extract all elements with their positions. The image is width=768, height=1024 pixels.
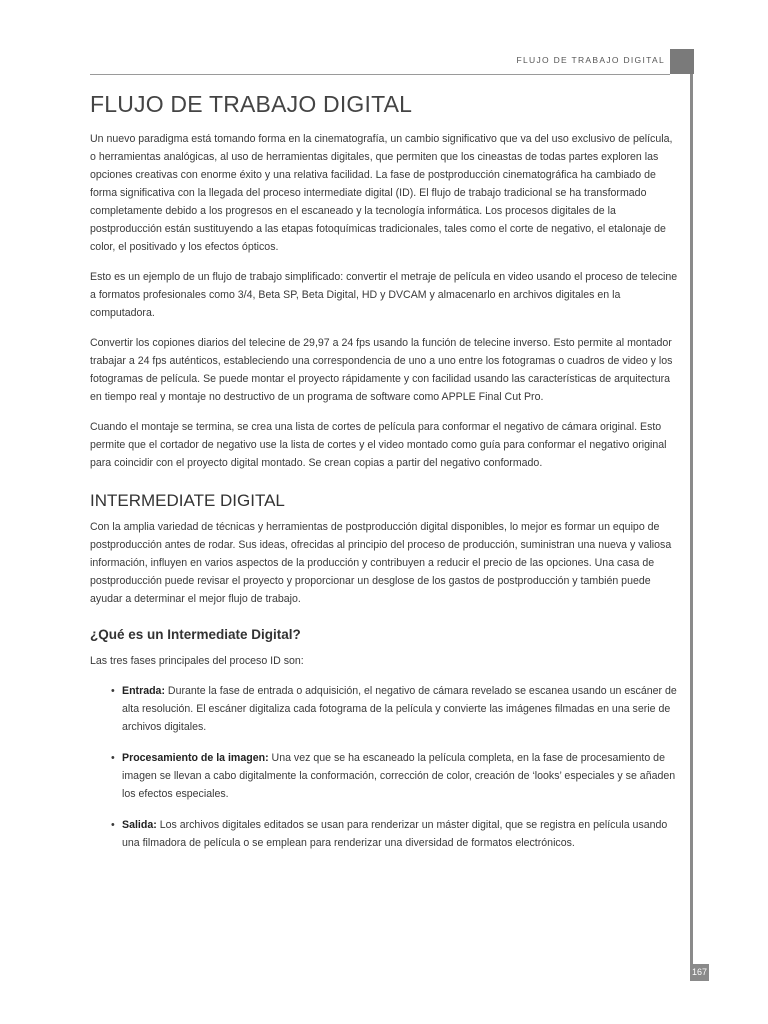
page-number: 167 [690, 964, 709, 981]
list-item [111, 682, 680, 736]
list-item-term: Entrada: [122, 685, 165, 697]
side-rule [690, 74, 693, 964]
bullet-icon: • [111, 752, 115, 764]
list-item [111, 749, 680, 803]
list-intro: Las tres fases principales del proceso ID son: [90, 655, 304, 667]
section-paragraph: Con la amplia variedad de técnicas y herramientas de postproducción digital disponibles, lo mejor es formar un equipo de postproducción antes de rodar. Sus ideas, ofrecidas al principio del proceso de producción, suministran una nueva y valiosa información, influyen en varios aspectos de la producción y contribuyen a reducir el precio de las opciones. Una casa de postproducción puede revisar el proyecto y proporcionar un desglose de los gastos de postproducción y también puede ayudar a determinar el mejor flujo de trabajo. [90, 521, 672, 605]
header-block [670, 49, 694, 74]
section-heading: INTERMEDIATE DIGITAL [90, 491, 285, 510]
subsection-heading: ¿Qué es un Intermediate Digital? [90, 627, 301, 642]
page-title: FLUJO DE TRABAJO DIGITAL [90, 91, 413, 117]
running-header: FLUJO DE TRABAJO DIGITAL [516, 55, 665, 65]
bullet-icon: • [111, 685, 115, 697]
list-item-text: Una vez que se ha escaneado la película completa, en la fase de procesamiento de imagen se llevan a cabo digitalmente la conformación, corrección de color, creación de ‘looks’ especiales y se añaden los efectos especiales. [122, 752, 676, 800]
body-paragraph-3: Convertir los copiones diarios del telecine de 29,97 a 24 fps usando la función de telecine inverso. Esto permite al montador trabajar a 24 fps auténticos, estableciendo una correspondencia de uno a uno entre los fotogramas o cuadros de video y los fotogramas de película. Se puede montar el proyecto rápidamente y con facilidad usando las características de arquitectura en tiempo real y montaje no destructivo de un programa de software como APPLE Final Cut Pro. [90, 337, 673, 403]
phase-list [90, 682, 680, 852]
body-paragraph-1: Un nuevo paradigma está tomando forma en la cinematografía, un cambio significativo que va del uso exclusivo de película, o herramientas analógicas, al uso de herramientas digitales, que permiten que los cineastas de todas partes exploren las opciones creativas con enorme éxito y una relativa facilidad. La fase de postproducción cinematográfica ha cambiado de forma significativa con la llegada del proceso intermediate digital (ID). El flujo de trabajo tradicional se ha transformado completamente debido a los progresos en el escaneado y la tecnología informática. Los procesos digitales de la postproducción están sustituyendo a las etapas fotoquímicas tradicionales, tales como el corte de negativo, el etalonaje de color, el positivado y los efectos ópticos. [90, 133, 673, 253]
body-paragraph-2: Esto es un ejemplo de un flujo de trabajo simplificado: convertir el metraje de película en video usando el proceso de telecine a formatos profesionales como 3/4, Beta SP, Beta Digital, HD y DVCAM y almacenarlo en archivos digitales en la computadora. [90, 271, 678, 319]
list-item [111, 816, 680, 852]
body-paragraph-4: Cuando el montaje se termina, se crea una lista de cortes de película para conformar el negativo de cámara original. Esto permite que el cortador de negativo use la lista de cortes y el video montado como guía para conformar el negativo original para coincidir con el proyecto digital montado. Se crean copias a partir del negativo conformado. [90, 421, 667, 469]
list-item-term: Procesamiento de la imagen: [122, 752, 269, 764]
page-content [90, 91, 680, 865]
list-item-text: Durante la fase de entrada o adquisición, el negativo de cámara revelado se escanea usando un escáner de alta resolución. El escáner digitaliza cada fotograma de la película y convierte las imágenes filmadas en una serie de archivos digitales. [122, 685, 677, 733]
header-rule [90, 74, 670, 75]
bullet-icon: • [111, 819, 115, 831]
list-item-text: Los archivos digitales editados se usan para renderizar un máster digital, que se registra en película usando una filmadora de película o se emplean para renderizar una diversidad de formatos electrónicos. [122, 819, 668, 849]
list-item-term: Salida: [122, 819, 157, 831]
